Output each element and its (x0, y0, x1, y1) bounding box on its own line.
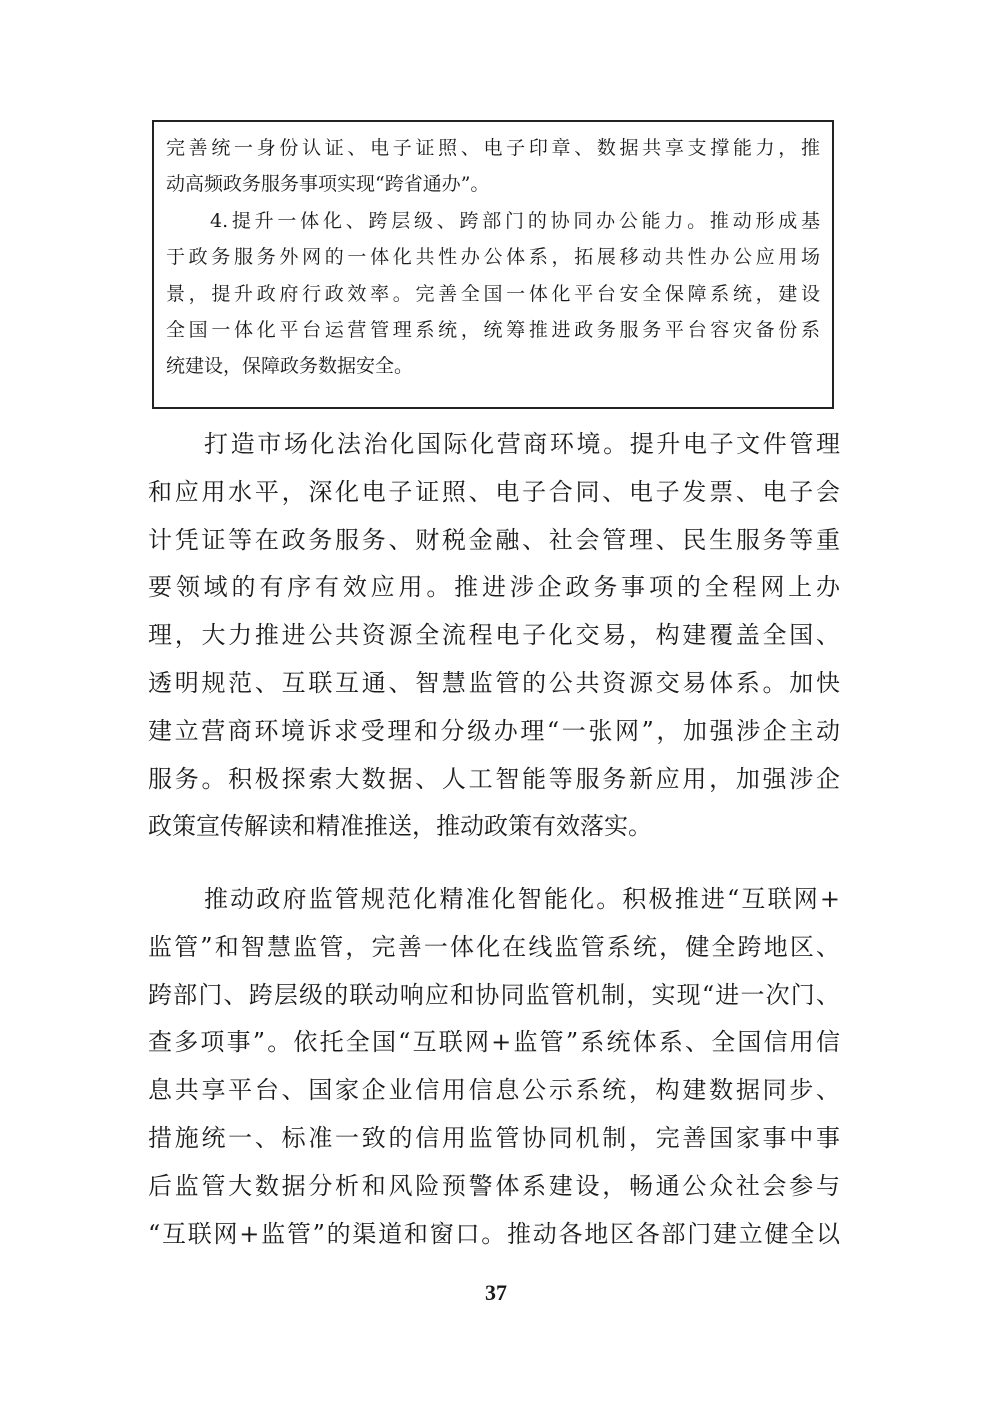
paragraph-line: “互联网+监管”的渠道和窗口。推动各地区各部门建立健全以 (148, 1219, 840, 1248)
paragraph-regulation (148, 876, 840, 1258)
paragraph-line: 跨部门、跨层级的联动响应和协同监管机制，实现“进一次门、 (148, 980, 840, 1009)
paragraph-line: 服务。积极探索大数据、人工智能等服务新应用，加强涉企 (148, 764, 840, 793)
paragraph-line: 和应用水平，深化电子证照、电子合同、电子发票、电子会 (148, 477, 840, 506)
paragraph-line: 后监管大数据分析和风险预警体系建设，畅通公众社会参与 (148, 1171, 840, 1200)
paragraph-line: 透明规范、互联互通、智慧监管的公共资源交易体系。加快 (148, 668, 840, 697)
paragraph-line: 推动政府监管规范化精准化智能化。积极推进“互联网+ (204, 885, 840, 913)
paragraph-business-environment (148, 421, 840, 851)
paragraph-line: 打造市场化法治化国际化营商环境。提升电子文件管理 (204, 430, 840, 458)
paragraph-line: 监管”和智慧监管，完善一体化在线监管系统，健全跨地区、 (148, 932, 840, 961)
box-line: 动高频政务服务事项实现“跨省通办”。 (166, 173, 490, 196)
paragraph-line: 查多项事”。依托全国“互联网+监管”系统体系、全国信用信 (148, 1028, 840, 1057)
paragraph-line: 息共享平台、国家企业信用信息公示系统，构建数据同步、 (148, 1076, 840, 1105)
boxed-excerpt (152, 120, 834, 409)
paragraph-line: 建立营商环境诉求受理和分级办理“一张网”，加强涉企主动 (148, 716, 840, 745)
paragraph-line: 政策宣传解读和精准推送，推动政策有效落实。 (148, 812, 652, 841)
box-line: 统建设，保障政务数据安全。 (166, 355, 414, 378)
box-line: 于政务服务外网的一体化共性办公体系，拓展移动共性办公应用场 (166, 246, 820, 269)
page-number: 37 (485, 1280, 507, 1305)
paragraph-line: 措施统一、标准一致的信用监管协同机制，完善国家事中事 (148, 1123, 840, 1152)
box-line: 完善统一身份认证、电子证照、电子印章、数据共享支撑能力，推 (166, 137, 820, 159)
paragraph-line: 计凭证等在政务服务、财税金融、社会管理、民生服务等重 (148, 525, 840, 554)
box-subheading-line: 4.提升一体化、跨层级、跨部门的协同办公能力。推动形成基 (210, 209, 820, 232)
paragraph-line: 理，大力推进公共资源全流程电子化交易，构建覆盖全国、 (148, 621, 840, 650)
paragraph-line: 要领域的有序有效应用。推进涉企政务事项的全程网上办 (148, 573, 840, 602)
box-line: 全国一体化平台运营管理系统，统筹推进政务服务平台容灾备份系 (166, 318, 820, 341)
box-line: 景，提升政府行政效率。完善全国一体化平台安全保障系统，建设 (166, 282, 820, 305)
